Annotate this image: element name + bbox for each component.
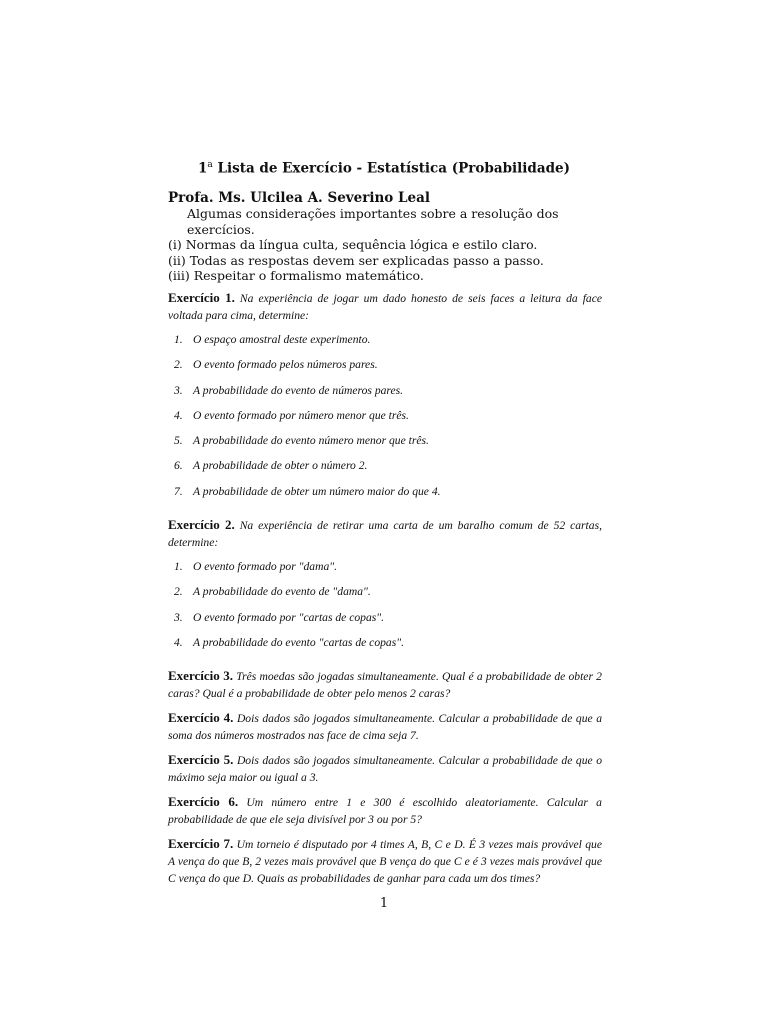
exercise-text: Dois dados são jogados simultaneamente. Calcular a probabilidade de que a soma dos números mostrados nas face de cima seja 7.	[168, 712, 602, 743]
exercise-item	[174, 356, 602, 381]
exercise-label: Exercício 4.	[168, 710, 234, 726]
item-text: A probabilidade do evento de "dama".	[193, 585, 371, 599]
exercise-item	[174, 331, 602, 356]
title-ordinal-sup: a	[207, 160, 213, 170]
page-number: 1	[379, 896, 389, 911]
exercise-item	[174, 382, 602, 407]
exercise-5	[168, 751, 602, 786]
exercise-text: Um torneio é disputado por 4 times A, B, C e D. É 3 vezes mais provável que A vença do que B, 2 vezes mais provável que B vença do que C e é 3 vezes mais provável que C vença do que D. Quais as probabilidades de ganhar para cada um dos times?	[168, 838, 602, 886]
exercise-item	[174, 583, 602, 608]
exercise-3	[168, 667, 602, 702]
document-title	[0, 160, 768, 177]
exercise-item	[174, 558, 602, 583]
exercise-item	[174, 609, 602, 634]
item-text: A probabilidade de obter um número maior do que 4.	[193, 484, 441, 498]
intro-block	[168, 206, 608, 284]
exercise-text: Dois dados são jogados simultaneamente. Calcular a probabilidade de que o máximo seja maior ou igual a 3.	[168, 754, 602, 785]
exercise-2	[168, 516, 602, 551]
item-text: A probabilidade do evento "cartas de copas".	[193, 635, 404, 649]
exercise-text: Um número entre 1 e 300 é escolhido aleatoriamente. Calcular a probabilidade de que ele seja divisível por 3 ou por 5?	[168, 796, 602, 827]
item-number: 2.	[174, 358, 183, 372]
exercise-label: Exercício 2.	[168, 517, 235, 533]
item-text: O espaço amostral deste experimento.	[193, 333, 371, 346]
item-number: 4.	[174, 408, 183, 422]
intro-line: (ii) Todas as respostas devem ser explicadas passo a passo.	[168, 252, 544, 268]
intro-line: (i) Normas da língua culta, sequência lógica e estilo claro.	[168, 237, 538, 252]
item-number: 4.	[174, 635, 183, 649]
item-text: O evento formado por número menor que três.	[193, 408, 409, 422]
exercise-text: Três moedas são jogadas simultaneamente. Qual é a probabilidade de obter 2 caras? Qual é a probabilidade de obter pelo menos 2 caras?	[168, 670, 602, 701]
item-text: O evento formado por "cartas de copas".	[193, 610, 385, 624]
exercise-7	[168, 835, 602, 887]
exercise-item	[174, 407, 602, 432]
exercise-text: Na experiência de jogar um dado honesto de seis faces a leitura da face voltada para cima, determine:	[168, 292, 603, 322]
exercise-label: Exercício 7.	[168, 836, 234, 852]
item-text: O evento formado por "dama".	[193, 560, 338, 574]
item-number: 3.	[174, 610, 183, 624]
exercise-6	[168, 793, 602, 828]
exercise-item	[174, 432, 602, 457]
item-number: 1.	[174, 560, 183, 574]
item-number: 6.	[174, 459, 183, 473]
item-text: A probabilidade do evento de números pares.	[193, 383, 404, 397]
exercise-label: Exercício 5.	[168, 752, 234, 768]
item-number: 7.	[174, 484, 183, 498]
exercise-list	[168, 289, 602, 894]
exercise-item	[174, 634, 602, 659]
exercise-item-list	[168, 331, 602, 508]
exercise-label: Exercício 6.	[168, 794, 239, 810]
item-number: 1.	[174, 333, 183, 346]
intro-line: (iii) Respeitar o formalismo matemático.	[168, 268, 424, 283]
exercise-4	[168, 709, 602, 744]
intro-line: Algumas considerações importantes sobre a resolução dos exercícios.	[187, 206, 559, 237]
title-text: Lista de Exercício - Estatística (Probabilidade)	[212, 160, 570, 177]
item-number: 2.	[174, 585, 183, 599]
item-text: A probabilidade do evento número menor que três.	[193, 434, 429, 448]
title-ordinal: 1	[198, 160, 208, 177]
exercise-item-list	[168, 558, 602, 659]
author-line: Profa. Ms. Ulcilea A. Severino Leal	[168, 190, 430, 206]
exercise-item	[174, 483, 602, 508]
exercise-label: Exercício 3.	[168, 668, 234, 684]
exercise-label: Exercício 1.	[168, 290, 235, 305]
item-text: O evento formado pelos números pares.	[193, 358, 378, 372]
item-text: A probabilidade de obter o número 2.	[193, 459, 368, 473]
exercise-1	[168, 289, 602, 324]
exercise-item	[174, 457, 602, 482]
item-number: 5.	[174, 434, 183, 448]
exercise-text: Na experiência de retirar uma carta de um baralho comum de 52 cartas, determine:	[168, 519, 602, 550]
item-number: 3.	[174, 383, 183, 397]
